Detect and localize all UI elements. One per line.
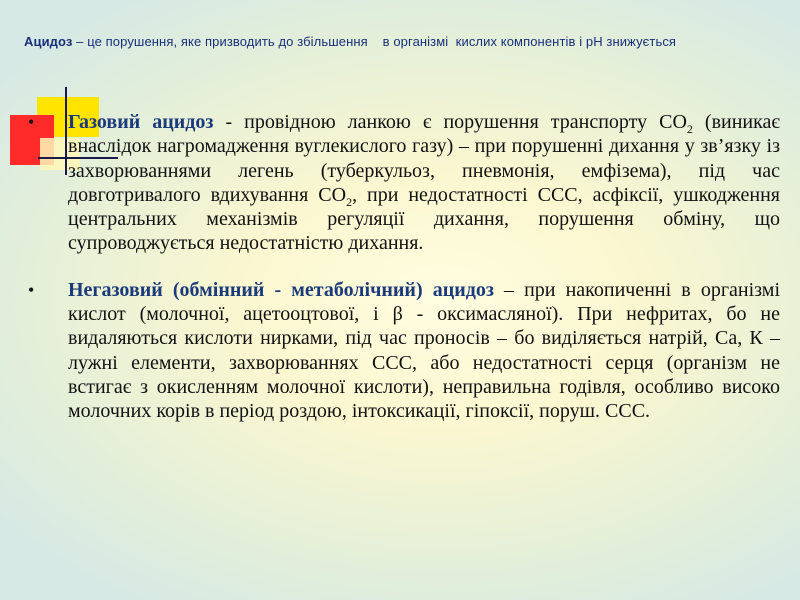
bullet-list xyxy=(28,110,780,424)
bullet-term: Негазовий (обмінний - метаболічний) ацидоз xyxy=(68,278,494,301)
bullet-dot-icon: • xyxy=(28,112,35,132)
subscript: 2 xyxy=(686,122,693,136)
bullet-text: - провідною ланкою є порушення транспорту СО xyxy=(213,111,687,133)
slide-title xyxy=(24,34,784,49)
bullet-text: – при накопиченні в організмі кислот (молочної, ацетооцтової, і β - оксимасляної). При нефритах, бо не видаляються кислоти нирками, під час проносів – бо виділяється натрій, Са, К – лужні елементи, захворюваннях ССС, або недостатності серця (організм не встигає з окисленням молочної кислоти), неправильна годівля, особливо високо молочних корів в період роздою, інтоксикації, гіпоксії, поруш. ССС. xyxy=(68,278,780,423)
bullet-nongas-acidosis xyxy=(28,278,780,424)
bullet-term: Газовий ацидоз xyxy=(68,111,214,133)
bullet-text: (виникає внаслідок нагромадження вуглекислого газу) – при порушенні дихання у зв’язку із захворюваннями легень (туберкульоз, пневмонія, емфізема), під час довготривалого вдихування СО xyxy=(68,111,781,206)
title-rest: – це порушення, яке призводить до збільшення в організмі кислих компонентів і рН знижується xyxy=(72,34,677,49)
subscript: 2 xyxy=(346,194,353,209)
bullet-gas-acidosis xyxy=(28,110,780,256)
bullet-dot-icon: • xyxy=(28,279,35,300)
bullet-text: , при недостатності ССС, асфіксії, ушкодження центральних механізмів регуляції дихання, порушення обміну, що супроводжується недостатністю дихання. xyxy=(68,183,780,255)
title-term: Ацидоз xyxy=(24,34,73,49)
